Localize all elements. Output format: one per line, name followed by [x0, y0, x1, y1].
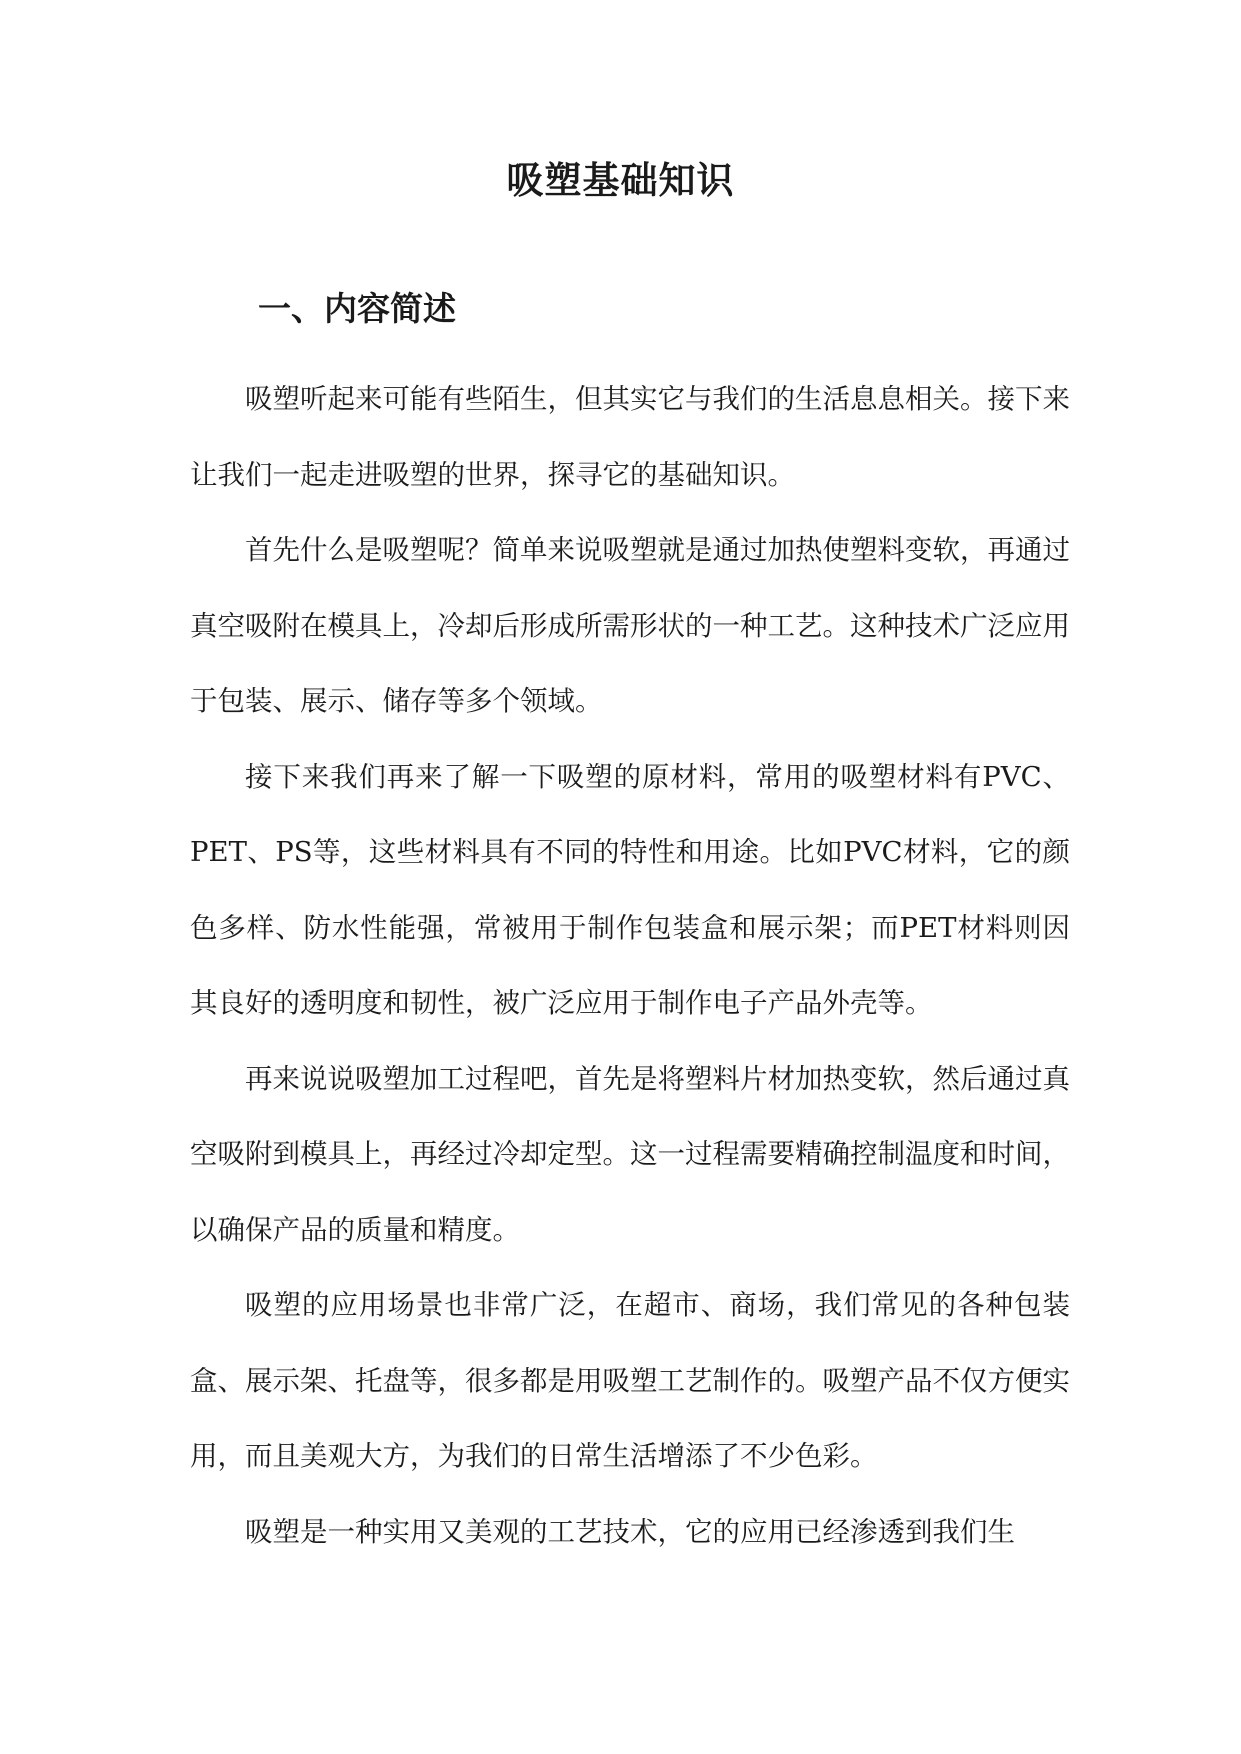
section-heading: 一、内容简述	[258, 289, 456, 328]
paragraph-definition: 首先什么是吸塑呢？简单来说吸塑就是通过加热使塑料变软，再通过真空吸附在模具上，冷却后形成所需形状的一种工艺。这种技术广泛应用于包装、展示、储存等多个领域。	[190, 534, 1070, 717]
paragraph-process: 再来说说吸塑加工过程吧，首先是将塑料片材加热变软，然后通过真空吸附到模具上，再经过冷却定型。这一过程需要精确控制温度和时间，以确保产品的质量和精度。	[190, 1062, 1070, 1246]
paragraph-intro: 吸塑听起来可能有些陌生，但其实它与我们的生活息息相关。接下来让我们一起走进吸塑的世界，探寻它的基础知识。	[190, 383, 1070, 491]
paragraph-materials: 接下来我们再来了解一下吸塑的原材料，常用的吸塑材料有PVC、PET、PS等，这些材料具有不同的特性和用途。比如PVC材料，它的颜色多样、防水性能强，常被用于制作包装盒和展示架；而PET材料则因其良好的透明度和韧性，被广泛应用于制作电子产品外壳等。	[190, 760, 1070, 1019]
paragraph-applications: 吸塑的应用场景也非常广泛，在超市、商场，我们常见的各种包装盒、展示架、托盘等，很多都是用吸塑工艺制作的。吸塑产品不仅方便实用，而且美观大方，为我们的日常生活增添了不少色彩。	[190, 1289, 1070, 1472]
paragraph-summary: 吸塑是一种实用又美观的工艺技术，它的应用已经渗透到我们生	[245, 1515, 1015, 1548]
body-text	[190, 362, 1070, 1570]
document-title: 吸塑基础知识	[506, 158, 735, 202]
